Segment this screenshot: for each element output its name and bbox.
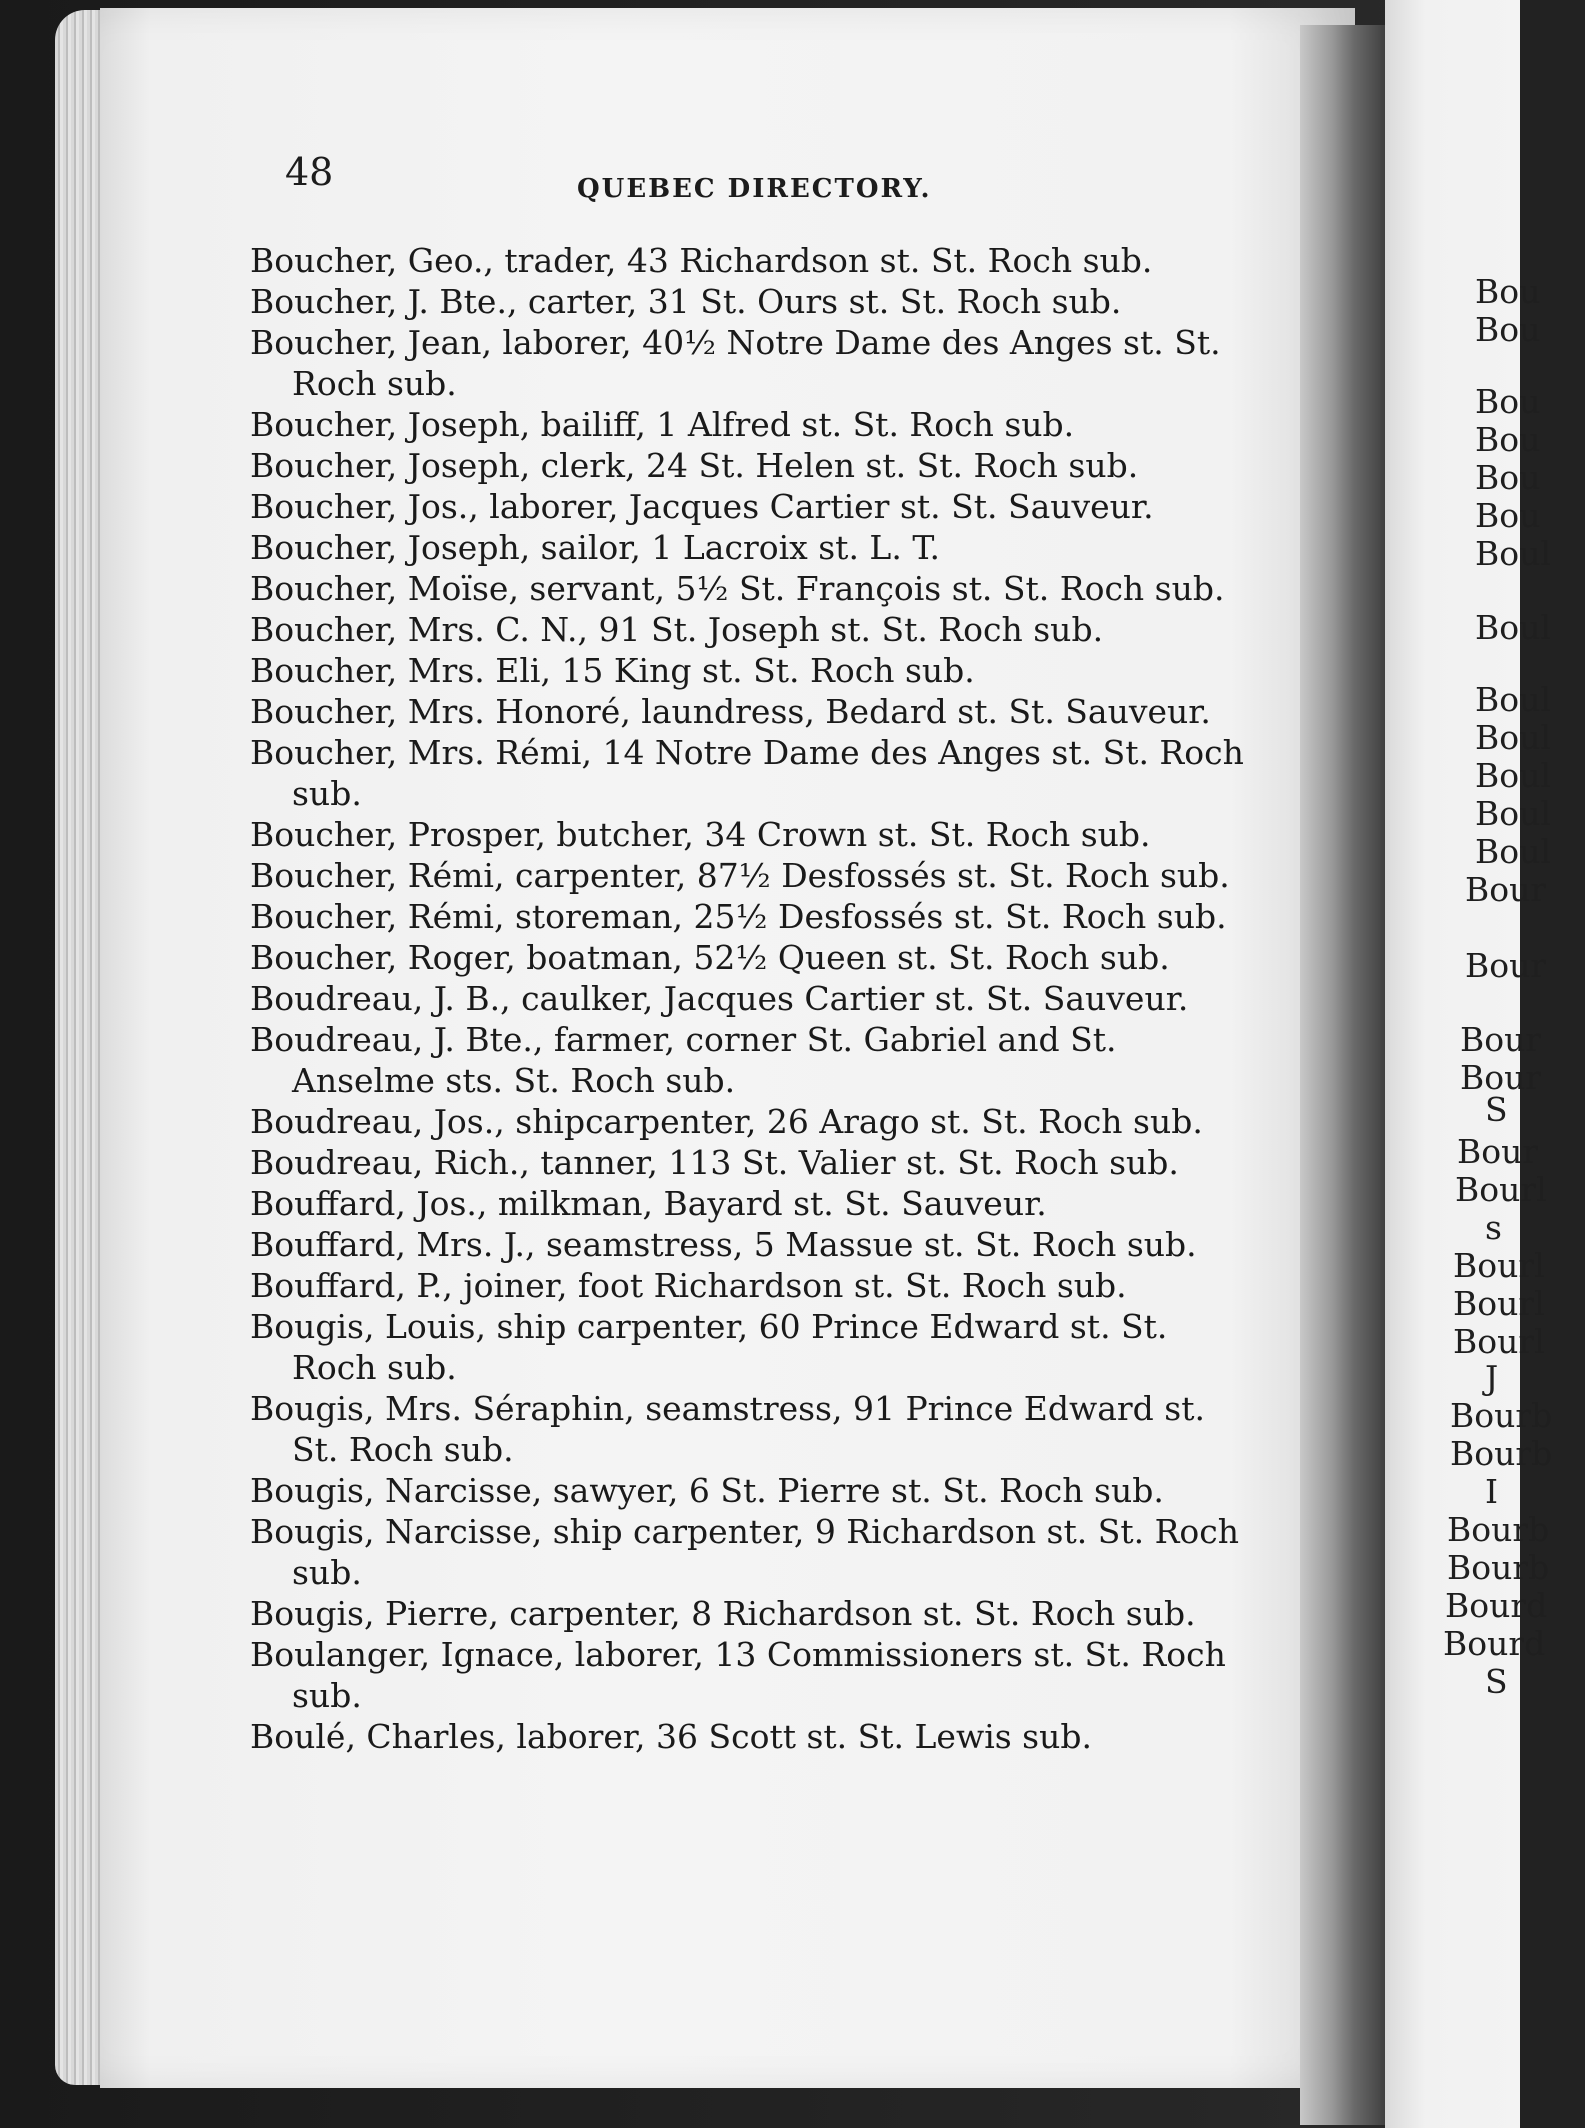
right-page-line-fragment: Bourl [1453,1284,1545,1323]
directory-entry: Bougis, Louis, ship carpenter, 60 Prince Edward st. St. Roch sub. [250,1307,1168,1387]
right-page-line-fragment: Bourd [1445,1586,1548,1625]
running-title: QUEBEC DIRECTORY. [577,174,932,204]
directory-entry: Bouffard, Jos., milkman, Bayard st. St. Sauveur. [250,1184,1047,1223]
directory-entries [250,240,1260,1757]
directory-entry: Boudreau, J. B., caulker, Jacques Cartier st. St. Sauveur. [250,979,1189,1018]
directory-entry: Boulanger, Ignace, laborer, 13 Commissioners st. St. Roch sub. [250,1635,1226,1715]
directory-entry: Boudreau, Rich., tanner, 113 St. Valier st. St. Roch sub. [250,1143,1179,1182]
directory-entry: Boucher, Joseph, sailor, 1 Lacroix st. L. T. [250,528,940,567]
right-page-line-fragment: S [1485,1090,1508,1129]
right-page-line-fragment: Boul [1475,756,1551,795]
right-page-line-fragment: Bourb [1447,1510,1550,1549]
directory-entry: Boucher, Jos., laborer, Jacques Cartier st. St. Sauveur. [250,487,1154,526]
right-page-line-fragment: I [1485,1472,1499,1511]
right-page-line-fragment: Bourb [1450,1396,1553,1435]
right-page-line-fragment: Bou [1475,272,1541,311]
book-gutter [1300,25,1390,2125]
directory-entry: Boucher, Rémi, carpenter, 87½ Desfossés st. St. Roch sub. [250,856,1230,895]
right-page-line-fragment: Bourl [1453,1246,1545,1285]
right-page-line-fragment: Bourl [1453,1322,1545,1361]
right-page-line-fragment: Bour [1457,1132,1539,1171]
right-page-line-fragment: Bourd [1443,1624,1546,1663]
right-page-line-fragment: Boul [1475,680,1551,719]
right-page-entries [1385,0,1585,2128]
right-page-line-fragment: J [1485,1358,1499,1397]
directory-entry: Boulé, Charles, laborer, 36 Scott st. St. Lewis sub. [250,1717,1092,1756]
page-number: 48 [285,150,334,194]
right-page-line-fragment: Bou [1475,310,1541,349]
directory-entry: Boucher, Moïse, servant, 5½ St. François st. St. Roch sub. [250,569,1225,608]
right-page-fragment [1385,0,1553,2128]
right-page-line-fragment: Boul [1475,832,1551,871]
right-page-line-fragment: Bour [1465,870,1547,909]
directory-entry: Boudreau, J. Bte., farmer, corner St. Gabriel and St. Anselme sts. St. Roch sub. [250,1020,1117,1100]
right-page-line-fragment: Boul [1475,718,1551,757]
directory-entry: Boucher, Prosper, butcher, 34 Crown st. St. Roch sub. [250,815,1151,854]
directory-entry: Bouffard, P., joiner, foot Richardson st. St. Roch sub. [250,1266,1127,1305]
directory-entry: Boucher, J. Bte., carter, 31 St. Ours st. St. Roch sub. [250,282,1122,321]
right-page-line-fragment: s [1485,1208,1502,1247]
directory-entry: Boucher, Joseph, clerk, 24 St. Helen st. St. Roch sub. [250,446,1139,485]
directory-entry: Boucher, Mrs. Rémi, 14 Notre Dame des Anges st. St. Roch sub. [250,733,1244,813]
page-header [285,150,1185,204]
directory-entry: Bougis, Mrs. Séraphin, seamstress, 91 Prince Edward st. St. Roch sub. [250,1389,1205,1469]
directory-entry: Boucher, Joseph, bailiff, 1 Alfred st. St. Roch sub. [250,405,1075,444]
directory-entry: Boucher, Mrs. Honoré, laundress, Bedard st. St. Sauveur. [250,692,1211,731]
right-page-line-fragment: Boul [1475,794,1551,833]
directory-entry: Bougis, Narcisse, sawyer, 6 St. Pierre st. St. Roch sub. [250,1471,1164,1510]
right-page-line-fragment: Bourb [1447,1548,1550,1587]
directory-entry: Boucher, Mrs. C. N., 91 St. Joseph st. St. Roch sub. [250,610,1104,649]
right-page-line-fragment: Bour [1460,1020,1542,1059]
right-page-line-fragment: Boul [1475,534,1551,573]
directory-entry: Boucher, Jean, laborer, 40½ Notre Dame des Anges st. St. Roch sub. [250,323,1221,403]
right-page-line-fragment: Bou [1475,420,1541,459]
right-page-line-fragment: Boul [1475,608,1551,647]
right-page-line-fragment: Bour [1460,1058,1542,1097]
directory-entry: Boucher, Geo., trader, 43 Richardson st. St. Roch sub. [250,241,1153,280]
directory-entry: Boucher, Roger, boatman, 52½ Queen st. St. Roch sub. [250,938,1170,977]
right-page-line-fragment: Bourl [1455,1170,1547,1209]
directory-entry: Bougis, Narcisse, ship carpenter, 9 Richardson st. St. Roch sub. [250,1512,1240,1592]
directory-entry: Boucher, Rémi, storeman, 25½ Desfossés st. St. Roch sub. [250,897,1227,936]
directory-entry: Boucher, Mrs. Eli, 15 King st. St. Roch sub. [250,651,975,690]
right-page-line-fragment: Bour [1465,946,1547,985]
right-page-line-fragment: Bourb [1450,1434,1553,1473]
right-page-line-fragment: S [1485,1662,1508,1701]
directory-entry: Bouffard, Mrs. J., seamstress, 5 Massue st. St. Roch sub. [250,1225,1197,1264]
directory-entry: Boudreau, Jos., shipcarpenter, 26 Arago st. St. Roch sub. [250,1102,1203,1141]
directory-entry: Bougis, Pierre, carpenter, 8 Richardson st. St. Roch sub. [250,1594,1196,1633]
right-page-line-fragment: Bou [1475,382,1541,421]
right-page-line-fragment: Bou [1475,458,1541,497]
right-page-line-fragment: Bou [1475,496,1541,535]
